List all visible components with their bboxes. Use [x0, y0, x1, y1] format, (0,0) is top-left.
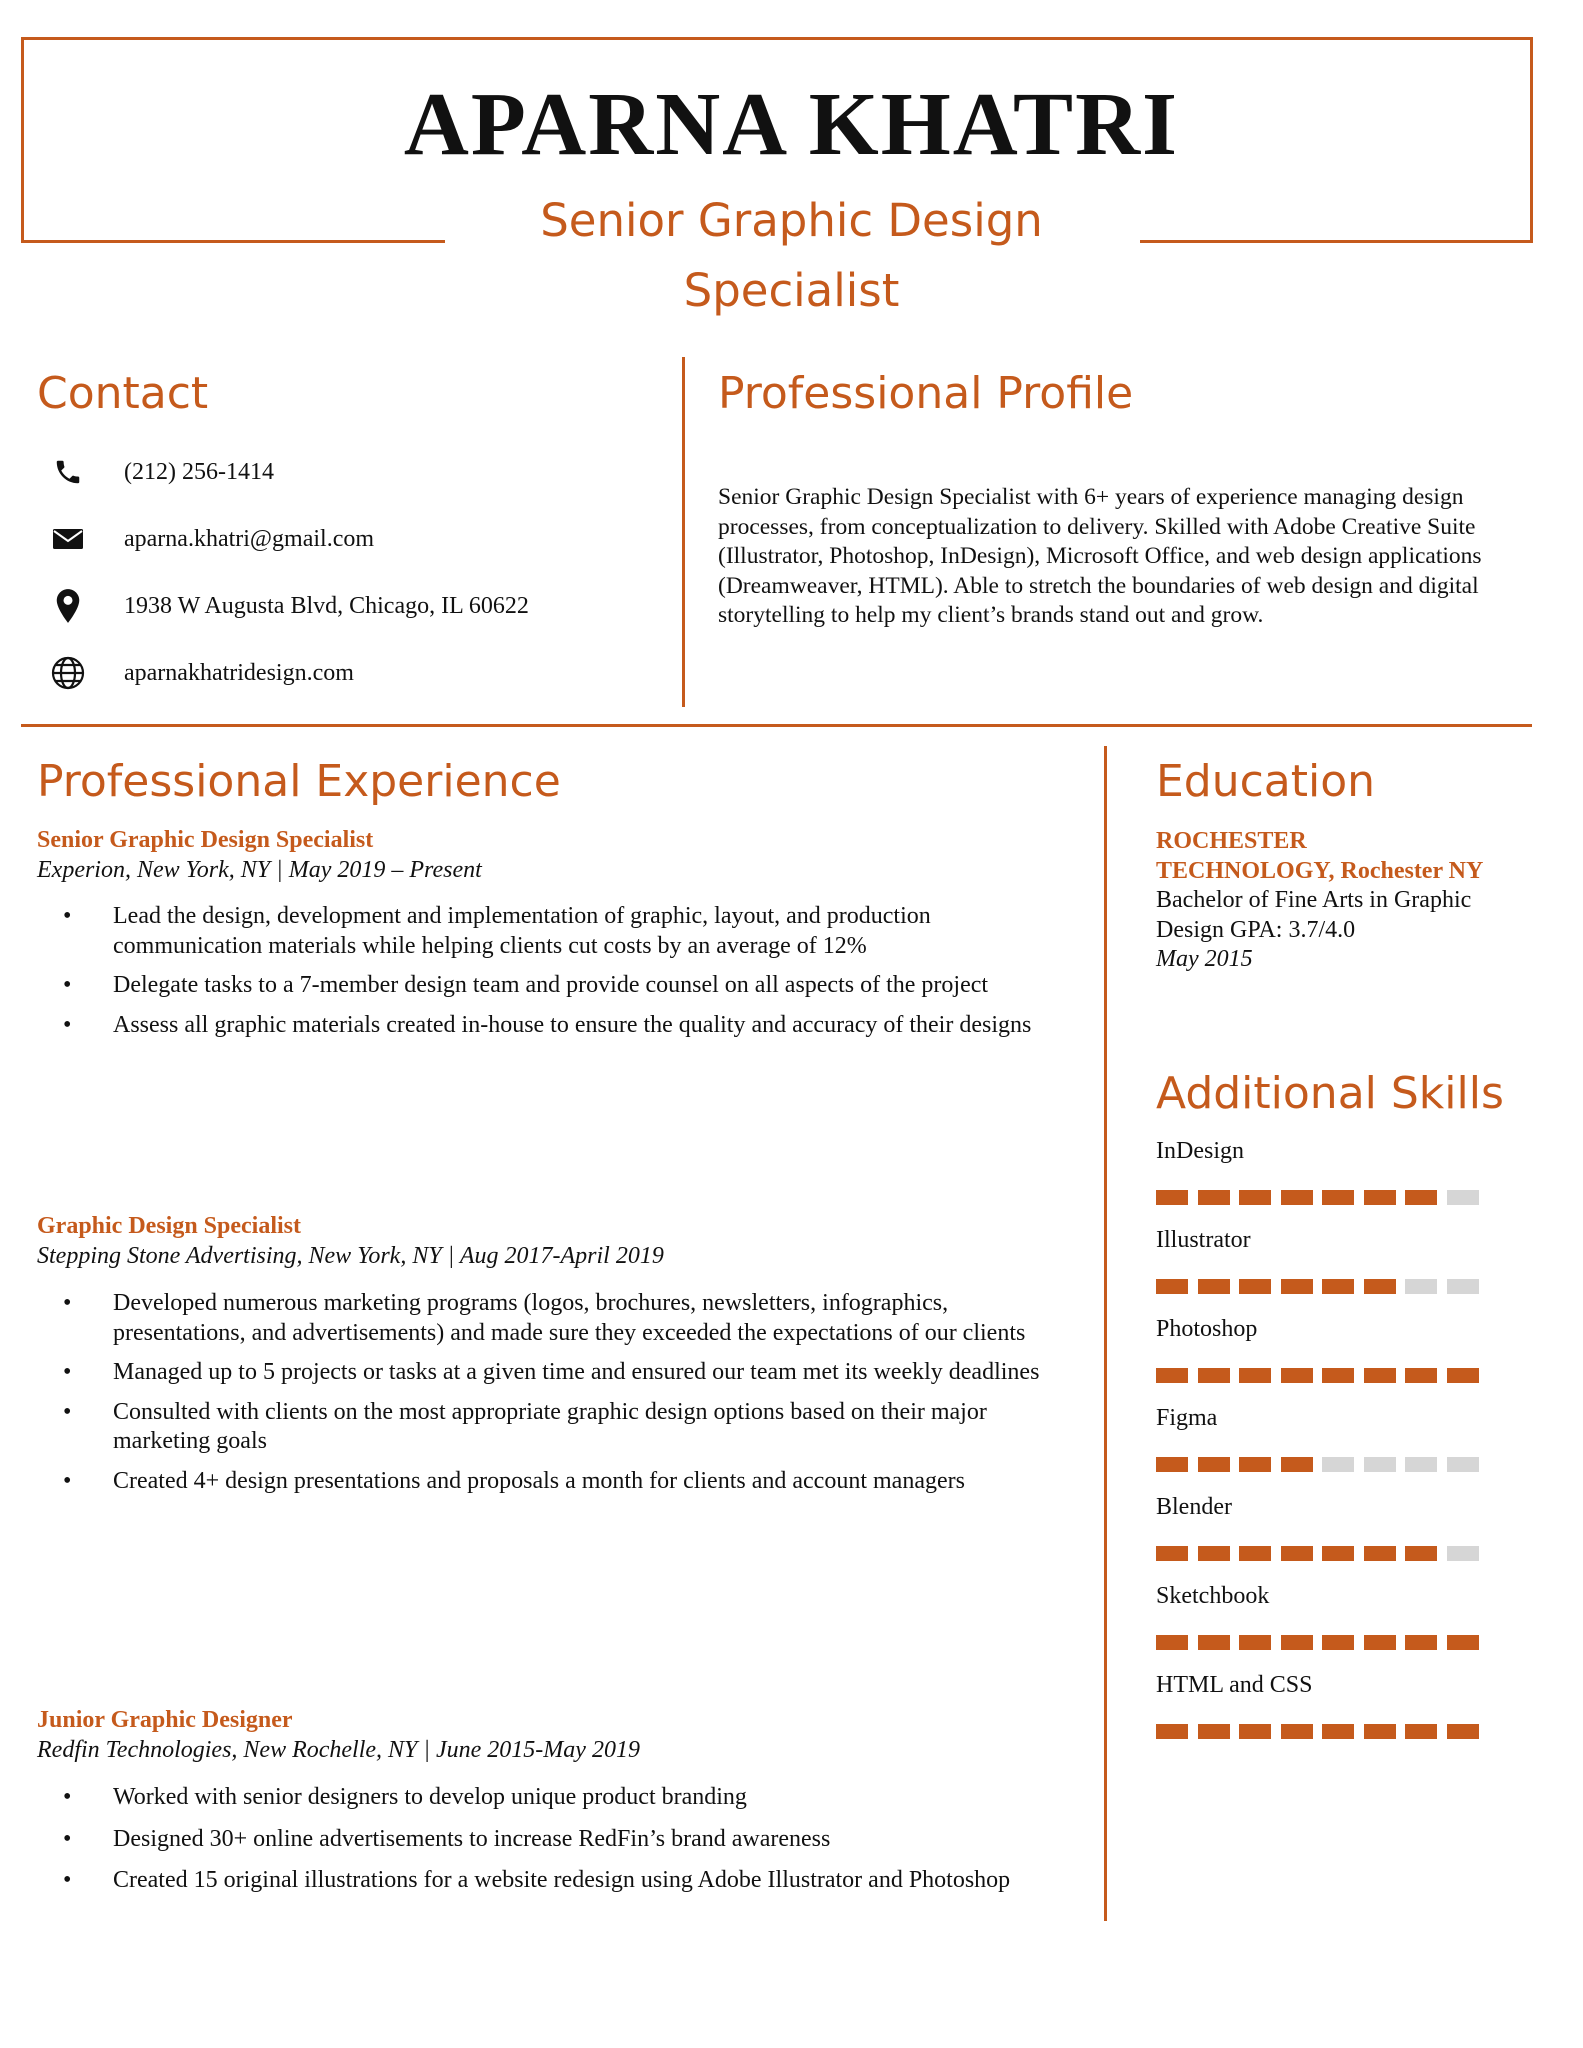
- skill-label: Figma: [1156, 1405, 1218, 1431]
- list-item: • Created 4+ design presentations and proposals a month for clients and account managers: [37, 1467, 1077, 1497]
- skill-segment-filled: [1447, 1635, 1479, 1650]
- skill-rating-bar: [1156, 1457, 1486, 1473]
- skill-segment-filled: [1405, 1635, 1437, 1650]
- skill-segment-filled: [1156, 1457, 1188, 1472]
- job-2-title: Graphic Design Specialist: [37, 1213, 302, 1239]
- skill-rating-bar: [1156, 1368, 1486, 1384]
- skill-segment-filled: [1198, 1368, 1230, 1383]
- skill-segment-filled: [1156, 1546, 1188, 1561]
- skill-segment-filled: [1239, 1457, 1271, 1472]
- list-item: • Worked with senior designers to develop unique product branding: [37, 1783, 1077, 1813]
- skill-segment-filled: [1198, 1546, 1230, 1561]
- skill-segment-filled: [1198, 1190, 1230, 1205]
- skill-segment-filled: [1281, 1457, 1313, 1472]
- skill-segment-filled: [1156, 1368, 1188, 1383]
- mail-icon: [48, 519, 88, 559]
- skill-segment-filled: [1198, 1724, 1230, 1739]
- skill-segment-filled: [1239, 1635, 1271, 1650]
- skill-rating-bar: [1156, 1635, 1486, 1651]
- skill-label: Blender: [1156, 1494, 1232, 1520]
- skill-segment-filled: [1405, 1724, 1437, 1739]
- skill-segment-filled: [1239, 1190, 1271, 1205]
- contact-address-row: [48, 586, 529, 626]
- list-item: • Managed up to 5 projects or tasks at a given time and ensured our team met its weekly deadlines: [37, 1358, 1077, 1388]
- skill-label: InDesign: [1156, 1138, 1244, 1164]
- job-3-meta: Redfin Technologies, New Rochelle, NY | June 2015-May 2019: [37, 1737, 640, 1763]
- list-item: • Lead the design, development and implementation of graphic, layout, and production communication materials while helping clients cut costs by an average of 12%: [37, 902, 1077, 961]
- skill-rating-bar: [1156, 1724, 1486, 1740]
- skills-heading: Additional Skills: [1156, 1068, 1504, 1119]
- skill-segment-empty: [1447, 1457, 1479, 1472]
- education-heading: Education: [1156, 756, 1376, 807]
- list-item: • Consulted with clients on the most appropriate graphic design options based on their major marketing goals: [37, 1398, 1077, 1457]
- address-text: 1938 W Augusta Blvd, Chicago, IL 60622: [124, 592, 529, 619]
- skill-segment-filled: [1281, 1190, 1313, 1205]
- skill-segment-filled: [1322, 1635, 1354, 1650]
- skill-segment-filled: [1364, 1635, 1396, 1650]
- skill-segment-empty: [1447, 1546, 1479, 1561]
- skill-segment-filled: [1364, 1546, 1396, 1561]
- skill-segment-filled: [1447, 1724, 1479, 1739]
- job-3-bullets: [37, 1783, 1077, 1906]
- location-pin-icon: [48, 586, 88, 626]
- skill-segment-filled: [1281, 1368, 1313, 1383]
- list-item: • Designed 30+ online advertisements to increase RedFin’s brand awareness: [37, 1825, 1077, 1855]
- skill-segment-filled: [1239, 1724, 1271, 1739]
- globe-icon: [48, 653, 88, 693]
- skill-label: Photoshop: [1156, 1316, 1258, 1342]
- skill-segment-filled: [1405, 1190, 1437, 1205]
- school-name-line1: ROCHESTER: [1156, 828, 1307, 854]
- skill-segment-filled: [1322, 1724, 1354, 1739]
- skill-segment-filled: [1156, 1190, 1188, 1205]
- job-title-line1: Senior Graphic Design: [540, 194, 1043, 247]
- contact-heading: Contact: [37, 368, 209, 419]
- skill-segment-filled: [1281, 1724, 1313, 1739]
- experience-heading: Professional Experience: [37, 756, 561, 807]
- skill-segment-filled: [1322, 1368, 1354, 1383]
- phone-text: (212) 256-1414: [124, 458, 274, 485]
- skill-segment-filled: [1239, 1279, 1271, 1294]
- skill-label: Sketchbook: [1156, 1583, 1270, 1609]
- skill-segment-filled: [1239, 1368, 1271, 1383]
- skill-segment-empty: [1364, 1457, 1396, 1472]
- profile-heading: Professional Profile: [718, 368, 1134, 419]
- skill-segment-filled: [1364, 1190, 1396, 1205]
- phone-icon: [48, 452, 88, 492]
- school-name-line2: TECHNOLOGY, Rochester NY: [1156, 857, 1484, 884]
- skill-rating-bar: [1156, 1546, 1486, 1562]
- education-entry: [1156, 827, 1526, 975]
- skill-segment-filled: [1447, 1368, 1479, 1383]
- skill-segment-filled: [1198, 1457, 1230, 1472]
- job-title-header: [0, 186, 1583, 326]
- skill-segment-filled: [1281, 1635, 1313, 1650]
- skill-rating-bar: [1156, 1190, 1486, 1206]
- job-1-bullets: [37, 902, 1077, 1050]
- list-item: • Delegate tasks to a 7-member design team and provide counsel on all aspects of the project: [37, 971, 1077, 1001]
- skill-segment-filled: [1322, 1279, 1354, 1294]
- contact-phone-row: [48, 452, 274, 492]
- job-title-line2: Specialist: [683, 264, 900, 317]
- skill-segment-filled: [1281, 1279, 1313, 1294]
- graduation-date: May 2015: [1156, 946, 1253, 972]
- website-link[interactable]: aparnakhatridesign.com: [124, 659, 354, 686]
- job-2-meta: Stepping Stone Advertising, New York, NY | Aug 2017-April 2019: [37, 1243, 664, 1269]
- job-2-bullets: [37, 1289, 1077, 1506]
- top-column-divider: [682, 357, 685, 707]
- skill-segment-filled: [1364, 1368, 1396, 1383]
- skill-segment-empty: [1447, 1279, 1479, 1294]
- skill-segment-empty: [1447, 1190, 1479, 1205]
- bottom-column-divider: [1104, 746, 1107, 1921]
- skill-segment-filled: [1405, 1546, 1437, 1561]
- skill-label: Illustrator: [1156, 1227, 1251, 1253]
- skill-rating-bar: [1156, 1279, 1486, 1295]
- skill-segment-filled: [1156, 1279, 1188, 1294]
- skill-segment-empty: [1405, 1457, 1437, 1472]
- job-1-title: Senior Graphic Design Specialist: [37, 827, 374, 853]
- skill-segment-empty: [1405, 1279, 1437, 1294]
- job-3-title: Junior Graphic Designer: [37, 1707, 293, 1733]
- contact-website-row: [48, 653, 354, 693]
- header-border-top: [21, 37, 1533, 40]
- skill-segment-filled: [1198, 1279, 1230, 1294]
- skill-segment-filled: [1322, 1546, 1354, 1561]
- skill-segment-filled: [1281, 1546, 1313, 1561]
- skill-segment-filled: [1156, 1724, 1188, 1739]
- skill-segment-filled: [1364, 1279, 1396, 1294]
- skill-segment-filled: [1405, 1368, 1437, 1383]
- job-1-meta: Experion, New York, NY | May 2019 – Present: [37, 857, 482, 883]
- contact-email-row: [48, 519, 375, 559]
- skill-segment-filled: [1198, 1635, 1230, 1650]
- skill-segment-empty: [1322, 1457, 1354, 1472]
- section-divider: [21, 724, 1532, 727]
- skill-segment-filled: [1322, 1190, 1354, 1205]
- skill-segment-filled: [1239, 1546, 1271, 1561]
- list-item: • Developed numerous marketing programs (logos, brochures, newsletters, infographics, presentations, and advertisements) and made sure they exceeded the expectations of our clients: [37, 1289, 1077, 1348]
- profile-summary: Senior Graphic Design Specialist with 6+ years of experience managing design processes, from conceptualization to delivery. Skilled with Adobe Creative Suite (Illustrator, Photoshop, InDesign), Microsoft Office, and web design applications (Dreamweaver, HTML). Able to stretch the boundaries of web design and digital storytelling to help my client’s brands stand out and grow.: [718, 484, 1482, 628]
- email-link[interactable]: aparna.khatri@gmail.com: [124, 525, 375, 552]
- degree: Bachelor of Fine Arts in Graphic Design GPA: 3.7/4.0: [1156, 887, 1472, 943]
- skill-segment-filled: [1364, 1724, 1396, 1739]
- skill-label: HTML and CSS: [1156, 1672, 1313, 1698]
- list-item: • Created 15 original illustrations for a website redesign using Adobe Illustrator and Photoshop: [37, 1866, 1077, 1896]
- list-item: • Assess all graphic materials created in-house to ensure the quality and accuracy of their designs: [37, 1011, 1077, 1041]
- candidate-name: APARNA KHATRI: [403, 75, 1180, 174]
- skill-segment-filled: [1156, 1635, 1188, 1650]
